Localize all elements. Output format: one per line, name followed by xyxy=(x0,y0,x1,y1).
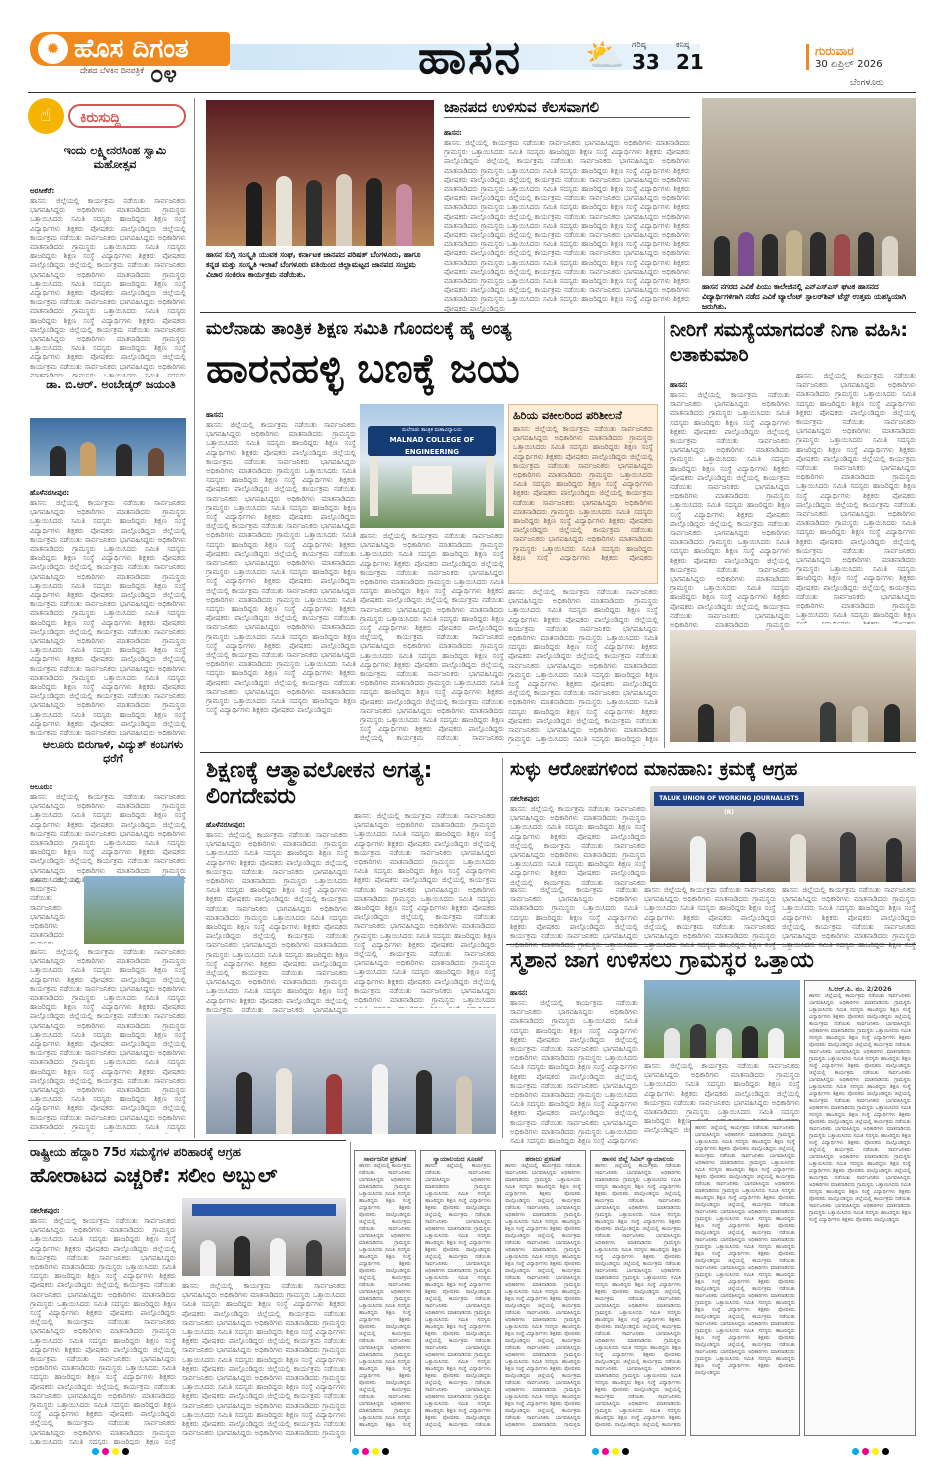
story-body xyxy=(670,372,790,624)
dateline: ಸಕಲೇಶಪುರ: xyxy=(30,1207,60,1215)
callout-box xyxy=(508,404,658,584)
weekday: ಗುರುವಾರ xyxy=(815,44,854,58)
notice-text xyxy=(359,1163,411,1427)
dateline: ಸಕಲೇಶಪುರ: xyxy=(510,795,540,803)
janapada-event-photo xyxy=(206,100,434,246)
edition-city: ಹಾಸನ xyxy=(418,30,523,84)
story-text xyxy=(782,886,916,950)
story-body xyxy=(30,774,186,874)
legal-notice xyxy=(690,1120,800,1436)
story-kicker: ರಾಷ್ಟ್ರೀಯ ಹೆದ್ದಾರಿ 75ರ ಸಮಸ್ಯೆಗಳ ಪರಿಹಾರಕ್ಕೆ ಆಗ್ರಹ xyxy=(30,1145,241,1159)
registration-mark xyxy=(612,1448,619,1455)
union-banner: TALUK UNION OF WORKING JOURNALISTS (R) xyxy=(654,792,804,806)
notice-text xyxy=(809,993,911,1429)
notice-title: ನ್ಯಾಯಾಲಯದ ಸೂಚನೆ xyxy=(433,1155,483,1163)
story-text xyxy=(796,372,916,624)
story-body xyxy=(206,402,356,746)
story-body xyxy=(206,812,348,1008)
section-rule xyxy=(200,752,916,753)
press-meet-photo xyxy=(182,1198,346,1276)
story-text xyxy=(670,391,790,631)
lead-kicker: ಮಲೆನಾಡು ತಾಂತ್ರಿಕ ಶಿಕ್ಷಣ ಸಮಿತಿ ಗೊಂದಲಕ್ಕೆ ಹೈ ಅಂತ್ಯ xyxy=(206,319,512,339)
registration-mark xyxy=(372,1448,379,1455)
story-body xyxy=(30,480,186,730)
registration-mark xyxy=(122,1448,129,1455)
story-text xyxy=(30,876,80,944)
photo-caption: ಹಾಸನ ನಗರದ ಎವಿಕೆ ಪಿಯು ಕಾಲೇಜಿನಲ್ಲಿ ಎನ್ಎಸ್ಎಸ್ ಘಟಕ ಹಾಸನದ ವಿದ್ಯಾರ್ಥಿಗಳಿಗಾಗಿ ನಡೆದ ಎವಿಕೆ ಟ್ಯಾಲೆಂಟ್ ಸ್ಪಾಲರ್‌ಶಿಪ್ ಟೆಸ್ಟ್ ಉತ್ತಮ ಯಶಸ್ವಿಯಾಗಿ ಜರುಗಿತು. xyxy=(702,282,907,311)
section-rule xyxy=(200,312,916,313)
notice-title: ಹಾಸನ ಜಿಲ್ಲೆ ಸಿವಿಲ್ ನ್ಯಾಯಾಲಯ xyxy=(602,1155,674,1163)
edition-name: ಬೆಂಗಳೂರು xyxy=(850,78,884,88)
story-headline: ಸುಳ್ಳು ಆರೋಪಗಳಿಂದ ಮಾನಹಾನಿ: ಕ್ರಮಕ್ಕೆ ಆಗ್ರಹ xyxy=(510,759,798,780)
registration-mark xyxy=(92,1448,99,1455)
story-text xyxy=(30,793,186,883)
dateline: ಹಾಸನ: xyxy=(670,381,688,389)
story-text xyxy=(30,1217,176,1445)
registration-mark xyxy=(882,1448,889,1455)
story-headline: ಆಲೂರು ಬಿರುಗಾಳಿ, ವಿದ್ಯುತ್ ಕಂಬಗಳು ಧರೆಗೆ xyxy=(42,738,184,765)
partly-cloudy-icon: ⛅ xyxy=(585,36,625,74)
story-text xyxy=(354,812,496,1008)
max-temp xyxy=(632,40,660,74)
registration-mark xyxy=(592,1448,599,1455)
max-temp-value: 33 xyxy=(632,50,660,74)
story-text xyxy=(510,999,638,1145)
registration-mark xyxy=(382,1448,389,1455)
photo-caption: ಹಾಸನ ಸುಗ್ಗಿ ಸಂಸ್ಕೃತಿ ಯುವಕ ಸಂಘ, ಕರ್ನಾಟಕ ಜಾನಪದ ಪರಿಷತ್ ಬೆಂಗಳೂರು, ಹಾಗೂ ಕನ್ನಡ ಮತ್ತು ಸಂಸ್ಕೃತಿ ಇಲಾಖೆ ಬೆಂಗಳೂರು ವತಿಯಿಂದ ಜಿಲ್ಲಾಮಟ್ಟದ ಜಾನಪದ ಸಂಭ್ರಮ ವಿಚಾರ ಸಂಕಿರಣ ಕಾರ್ಯಕ್ರಮ ನಡೆಯಿತು. xyxy=(206,250,421,279)
story-body xyxy=(30,1198,176,1438)
registration-mark xyxy=(112,1448,119,1455)
pointing-hand-icon: ☝ xyxy=(28,98,64,134)
story-headline: ಡಾ. ಬಿ.ಆರ್. ಅಂಬೇಡ್ಕರ್ ಜಯಂತಿ xyxy=(46,378,176,391)
story-text xyxy=(30,499,186,735)
story-headline: ಸ್ಮಶಾನ ಜಾಗ ಉಳಿಸಲು ಗ್ರಾಮಸ್ಥರ ಒತ್ತಾಯ xyxy=(510,948,814,973)
story-text xyxy=(508,588,658,746)
notice-title: ಸಿ.ಆರ್.ಪಿ. ನಂ. 2/2026 xyxy=(828,985,892,993)
story-text xyxy=(444,139,690,315)
story-headline: ಇಂದು ಲಕ್ಷ್ಮೀನರಸಿಂಹ ಸ್ವಾಮಿ ಮಹೋತ್ಸವ xyxy=(63,144,167,171)
story-text xyxy=(206,421,356,753)
callout-text xyxy=(513,425,653,561)
college-sign-english: MALNAD COLLEGE OF ENGINEERING xyxy=(389,436,475,456)
registration-mark xyxy=(872,1448,879,1455)
story-text xyxy=(182,1282,346,1438)
story-text xyxy=(360,532,504,746)
masthead-rule xyxy=(28,92,916,93)
lead-headline: ಹಾರನಹಳ್ಳಿ ಬಣಕ್ಕೆ ಜಯ xyxy=(206,346,520,392)
story-body xyxy=(444,120,690,308)
registration-mark xyxy=(852,1448,859,1455)
registration-mark xyxy=(862,1448,869,1455)
story-headline: ನೀರಿಗೆ ಸಮಸ್ಯೆಯಾಗದಂತೆ ನಿಗಾ ವಹಿಸಿ: ಲತಾಕುಮಾರಿ xyxy=(670,319,908,366)
story-text xyxy=(30,197,186,377)
legal-notice xyxy=(420,1150,496,1436)
registration-mark xyxy=(102,1448,109,1455)
dateline: ಅರಸೀಕೆರೆ: xyxy=(30,187,55,195)
college-sign xyxy=(368,426,496,456)
registration-mark xyxy=(602,1448,609,1455)
notice-text xyxy=(505,1163,581,1427)
min-temp-label: ಕನಿಷ್ಠ xyxy=(676,40,690,49)
legal-notice xyxy=(590,1150,686,1436)
college-gate-photo xyxy=(360,404,504,528)
legal-notice xyxy=(354,1150,416,1436)
min-temp xyxy=(676,40,704,74)
column-divider xyxy=(502,758,503,1138)
journalists-union-photo xyxy=(650,786,916,882)
story-body xyxy=(510,786,646,880)
story-text xyxy=(30,948,186,1134)
story-headline: ಶಿಕ್ಷಣಕ್ಕೆ ಆತ್ಮಾವಲೋಕನ ಅಗತ್ಯ: ಲಿಂಗದೇವರು xyxy=(206,758,433,809)
notice-title: ಸಾರ್ವಜನಿಕ ಪ್ರಕಟಣೆ xyxy=(363,1155,407,1163)
notice-title: ಹರಾಜು ಪ್ರಕಟಣೆ xyxy=(525,1155,561,1163)
callout-title: ಹಿರಿಯ ವಕೀಲರಿಂದ ಪರಿಶೀಲನೆ xyxy=(513,409,622,422)
dateline: ಹಾಸನ: xyxy=(444,129,462,137)
section-label: ಕಿರುಸುದ್ದಿ xyxy=(68,104,186,128)
ambedkar-jayanti-photo xyxy=(30,418,186,476)
fallen-pole-photo xyxy=(84,876,184,944)
newspaper-logo: ಹೊಸ ದಿಗಂತ xyxy=(30,32,230,66)
registration-mark xyxy=(362,1448,369,1455)
dateline: ಆಲೂರು: xyxy=(30,783,53,791)
scholarship-test-photo xyxy=(702,98,916,276)
section-rule xyxy=(506,944,916,945)
column-divider xyxy=(664,316,665,748)
page-number: ೦೪ xyxy=(150,60,177,88)
cemetery-land-photo xyxy=(644,980,800,1058)
max-temp-label: ಗರಿಷ್ಠ xyxy=(632,40,646,49)
dateline: ಹಾಸನ: xyxy=(510,989,528,997)
story-body xyxy=(510,980,638,1138)
education-event-photo xyxy=(206,1014,496,1134)
story-text xyxy=(510,886,638,950)
story-headline: ಹೋರಾಟದ ಎಚ್ಚರಿಕೆ: ಸಲೀಂ ಅಬ್ಬುಲ್ xyxy=(30,1163,278,1187)
story-text xyxy=(510,805,646,887)
registration-mark xyxy=(622,1448,629,1455)
notice-text xyxy=(595,1163,681,1427)
column-divider xyxy=(194,98,195,1138)
dateline: ಹಾಸನ: xyxy=(206,411,224,419)
lamp-logo-icon: ✹ xyxy=(38,34,68,64)
notice-text xyxy=(425,1163,491,1427)
registration-mark xyxy=(352,1448,359,1455)
logo-tagline: ದೇಶದ ಬೆಳಕಿನ ದಿನಪತ್ರಿಕೆ xyxy=(80,66,144,75)
story-headline: ಜಾನಪದ ಉಳಿಸುವ ಕೆಲಸವಾಗಲಿ xyxy=(444,98,690,118)
story-text xyxy=(206,831,348,1015)
legal-notice xyxy=(804,980,916,1436)
story-text xyxy=(644,886,776,950)
min-temp-value: 21 xyxy=(676,50,704,74)
column-divider xyxy=(350,1142,351,1442)
college-sign-kannada: ಮಲೆನಾಡು ತಾಂತ್ರಿಕ ಮಹಾವಿದ್ಯಾಲಯ xyxy=(402,427,462,433)
notice-text xyxy=(695,1125,795,1429)
section-rule xyxy=(28,1140,346,1141)
legal-notice xyxy=(500,1150,586,1436)
water-meeting-photo xyxy=(670,630,916,742)
dateline: ಹೊಳೆನರಸೀಪುರ: xyxy=(30,489,70,497)
story-body xyxy=(30,178,186,370)
date-block xyxy=(806,44,925,70)
issue-date: 30 ಏಪ್ರಿಲ್ 2026 xyxy=(815,59,883,70)
dateline: ಹೊಳೆನರಸೀಪುರ: xyxy=(206,821,246,829)
